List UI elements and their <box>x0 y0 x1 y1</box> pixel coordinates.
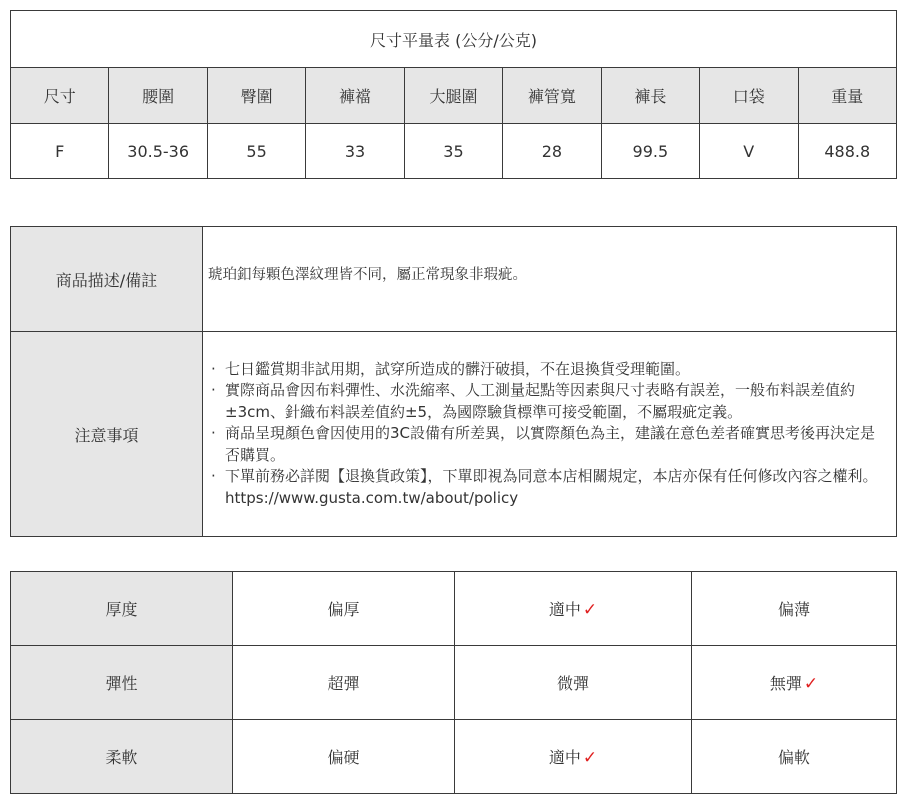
header-cell: 褲長 <box>601 68 699 124</box>
notice-item <box>211 380 884 423</box>
size-table <box>10 10 897 179</box>
fabric-option <box>455 646 692 720</box>
fabric-option <box>692 720 897 794</box>
value-cell: 33 <box>306 124 404 179</box>
fabric-option <box>233 720 455 794</box>
notice-item-text: 七日鑑賞期非試用期，試穿所造成的髒汙破損，不在退換貨受理範圍。 <box>225 359 691 378</box>
value-cell: 35 <box>404 124 502 179</box>
value-cell: F <box>11 124 109 179</box>
notice-item <box>211 466 884 509</box>
header-cell: 腰圍 <box>109 68 207 124</box>
bullet-icon: · <box>211 424 216 443</box>
fabric-option-text: 偏硬 <box>327 748 360 767</box>
fabric-label: 彈性 <box>11 646 233 720</box>
notice-item-text: 實際商品會因布料彈性、水洗縮率、人工測量起點等因素與尺寸表略有誤差，一般布料誤差值約±3cm、針織布料誤差值約±5，為國際驗貨標準可接受範圍，不屬瑕疵定義。 <box>225 381 856 421</box>
fabric-option-text: 適中 <box>548 600 581 619</box>
fabric-option <box>692 646 897 720</box>
fabric-option-text: 無彈 <box>769 674 802 693</box>
header-cell: 大腿圍 <box>404 68 502 124</box>
check-icon: ✓ <box>582 600 598 620</box>
header-cell: 重量 <box>798 68 897 124</box>
description-text: 琥珀釦每顆色澤紋理皆不同，屬正常現象非瑕疵。 <box>203 227 897 332</box>
check-icon: ✓ <box>803 674 819 694</box>
notice-item-text: 下單前務必詳閱【退換貨政策】，下單即視為同意本店相關規定，本店亦保有任何修改內容之權利。https://www.gusta.com.tw/about/policy <box>225 467 878 507</box>
bullet-icon: · <box>211 359 216 378</box>
header-cell: 口袋 <box>700 68 798 124</box>
fabric-option-text: 適中 <box>548 748 581 767</box>
fabric-option <box>455 720 692 794</box>
fabric-table <box>10 571 897 794</box>
bullet-icon: · <box>211 467 216 486</box>
header-cell: 褲管寬 <box>503 68 601 124</box>
fabric-option-text: 偏薄 <box>777 600 810 619</box>
fabric-row-thickness <box>11 572 897 646</box>
value-cell: 30.5-36 <box>109 124 207 179</box>
notes-table <box>10 226 897 537</box>
notice-item <box>211 423 884 466</box>
header-cell: 尺寸 <box>11 68 109 124</box>
description-label: 商品描述/備註 <box>11 227 203 332</box>
size-table-value-row <box>11 124 897 179</box>
fabric-label: 柔軟 <box>11 720 233 794</box>
fabric-option <box>455 572 692 646</box>
fabric-option <box>692 572 897 646</box>
fabric-option <box>233 572 455 646</box>
notice-label: 注意事項 <box>11 332 203 537</box>
value-cell: V <box>700 124 798 179</box>
fabric-option-text: 超彈 <box>327 674 360 693</box>
value-cell: 55 <box>207 124 305 179</box>
value-cell: 488.8 <box>798 124 897 179</box>
fabric-option <box>233 646 455 720</box>
value-cell: 28 <box>503 124 601 179</box>
notice-item <box>211 359 884 381</box>
size-table-title: 尺寸平量表 (公分/公克) <box>11 11 897 68</box>
fabric-label: 厚度 <box>11 572 233 646</box>
bullet-icon: · <box>211 381 216 400</box>
header-cell: 臀圍 <box>207 68 305 124</box>
fabric-option-text: 微彈 <box>556 674 589 693</box>
size-table-header-row <box>11 68 897 124</box>
check-icon: ✓ <box>582 748 598 768</box>
header-cell: 褲襠 <box>306 68 404 124</box>
value-cell: 99.5 <box>601 124 699 179</box>
fabric-row-softness <box>11 720 897 794</box>
fabric-option-text: 偏軟 <box>777 748 810 767</box>
notice-list <box>203 332 897 537</box>
notice-item-text: 商品呈現顏色會因使用的3C設備有所差異，以實際顏色為主，建議在意色差者確實思考後再決定是否購買。 <box>225 424 876 464</box>
fabric-option-text: 偏厚 <box>327 600 360 619</box>
fabric-row-elasticity <box>11 646 897 720</box>
